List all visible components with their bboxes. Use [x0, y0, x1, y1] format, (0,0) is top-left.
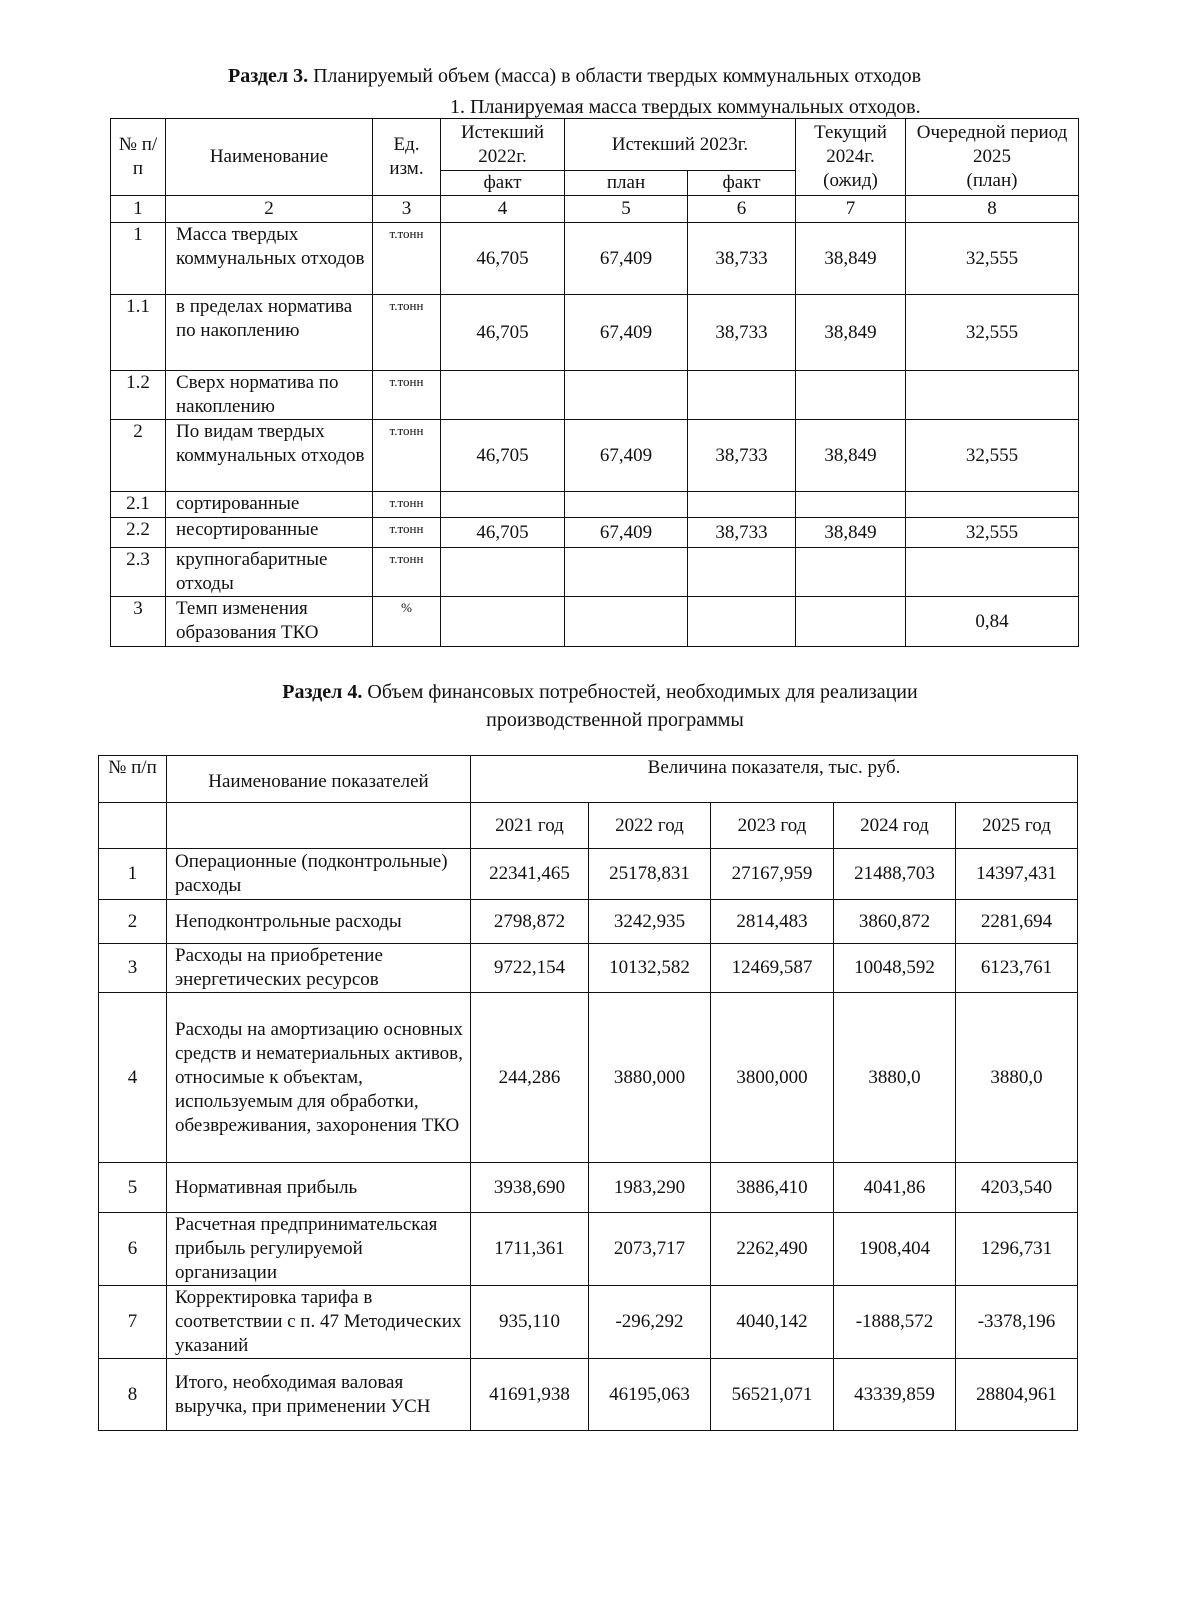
- row-indicator-name: Операционные (подконтрольные) расходы: [167, 849, 471, 900]
- value-2023-plan: 67,409: [565, 295, 688, 371]
- value-2023-plan: [565, 597, 688, 647]
- row-value: 3860,872: [834, 900, 956, 944]
- row-name: сортированные: [166, 492, 373, 518]
- value-2023-fact: 38,733: [688, 223, 796, 295]
- row-number: 2: [111, 420, 166, 492]
- header-current-2024: [796, 119, 906, 196]
- row-value: 56521,071: [711, 1359, 834, 1431]
- table1-subtitle: 1. Планируемая масса твердых коммунальных отходов.: [450, 96, 921, 118]
- years-header-row: [99, 803, 1078, 849]
- row-indicator-name: Нормативная прибыль: [167, 1163, 471, 1213]
- value-2023-fact: 38,733: [688, 518, 796, 548]
- value-2022-fact: [441, 597, 565, 647]
- value-2022-fact: [441, 548, 565, 597]
- value-2023-fact: 38,733: [688, 420, 796, 492]
- table-row: [111, 295, 1079, 371]
- table-row: [111, 548, 1079, 597]
- value-2025-plan: 32,555: [906, 518, 1079, 548]
- value-2022-fact: 46,705: [441, 223, 565, 295]
- value-2024-expected: 38,849: [796, 223, 906, 295]
- header-past-2022: Истекший 2022г.: [441, 119, 565, 171]
- year-header: 2021 год: [471, 803, 589, 849]
- column-numbers-row: [111, 196, 1079, 223]
- col-number: 2: [166, 196, 373, 223]
- value-2023-fact: [688, 371, 796, 420]
- col-number: 8: [906, 196, 1079, 223]
- value-2023-plan: 67,409: [565, 518, 688, 548]
- value-2025-plan: [906, 548, 1079, 597]
- table-row: [99, 1213, 1078, 1286]
- row-indicator-name: Корректировка тарифа в соответствии с п. 47 Методических указаний: [167, 1286, 471, 1359]
- row-number: 1: [99, 849, 167, 900]
- row-unit: %: [373, 597, 441, 647]
- value-2024-expected: [796, 597, 906, 647]
- row-value: 4203,540: [956, 1163, 1078, 1213]
- col-number: 6: [688, 196, 796, 223]
- row-name: Масса твердых коммунальных отходов: [166, 223, 373, 295]
- row-unit: т.тонн: [373, 548, 441, 597]
- row-name: Темп изменения образования ТКО: [166, 597, 373, 647]
- col-number: 5: [565, 196, 688, 223]
- row-value: 2281,694: [956, 900, 1078, 944]
- table-row: [99, 900, 1078, 944]
- row-number: 2.2: [111, 518, 166, 548]
- header-current-2024-expected: (ожид): [823, 170, 878, 191]
- row-value: 28804,961: [956, 1359, 1078, 1431]
- section4-title-line2: производственной программы: [486, 709, 744, 731]
- waste-mass-table: [110, 118, 1079, 647]
- table-row: [99, 993, 1078, 1163]
- header-plan-2023: план: [565, 171, 688, 196]
- row-unit: т.тонн: [373, 295, 441, 371]
- row-unit: т.тонн: [373, 223, 441, 295]
- row-name: Сверх норматива по накоплению: [166, 371, 373, 420]
- header-past-2023: Истекший 2023г.: [565, 119, 796, 171]
- table-row: [99, 944, 1078, 993]
- row-value: 3242,935: [589, 900, 711, 944]
- row-name: несортированные: [166, 518, 373, 548]
- row-value: 43339,859: [834, 1359, 956, 1431]
- value-2023-plan: [565, 492, 688, 518]
- table-row: [99, 1163, 1078, 1213]
- row-value: -3378,196: [956, 1286, 1078, 1359]
- row-value: 4040,142: [711, 1286, 834, 1359]
- row-value: 2073,717: [589, 1213, 711, 1286]
- row-number: 2.3: [111, 548, 166, 597]
- value-2023-plan: 67,409: [565, 420, 688, 492]
- row-value: 3880,0: [834, 993, 956, 1163]
- col-number: 4: [441, 196, 565, 223]
- row-value: 10132,582: [589, 944, 711, 993]
- row-value: 1296,731: [956, 1213, 1078, 1286]
- value-2023-fact: [688, 492, 796, 518]
- row-value: -1888,572: [834, 1286, 956, 1359]
- year-header: 2023 год: [711, 803, 834, 849]
- row-number: 3: [99, 944, 167, 993]
- value-2023-fact: [688, 597, 796, 647]
- value-2023-plan: [565, 548, 688, 597]
- section3-title: [228, 64, 921, 88]
- table-row: [111, 371, 1079, 420]
- row-value: 2814,483: [711, 900, 834, 944]
- header-num: № п/п: [111, 119, 166, 196]
- row-name: По видам твердых коммунальных отходов: [166, 420, 373, 492]
- year-header: 2022 год: [589, 803, 711, 849]
- row-value: 46195,063: [589, 1359, 711, 1431]
- row-number: 4: [99, 993, 167, 1163]
- header-unit: Ед. изм.: [373, 119, 441, 196]
- row-value: 25178,831: [589, 849, 711, 900]
- row-value: 41691,938: [471, 1359, 589, 1431]
- row-number: 8: [99, 1359, 167, 1431]
- row-value: 3938,690: [471, 1163, 589, 1213]
- value-2024-expected: [796, 548, 906, 597]
- row-number: 3: [111, 597, 166, 647]
- header-current-2024-label: Текущий 2024г.: [814, 122, 887, 167]
- year-header: 2025 год: [956, 803, 1078, 849]
- row-value: 1908,404: [834, 1213, 956, 1286]
- row-number: 7: [99, 1286, 167, 1359]
- row-indicator-name: Неподконтрольные расходы: [167, 900, 471, 944]
- value-2022-fact: 46,705: [441, 295, 565, 371]
- value-2022-fact: 46,705: [441, 518, 565, 548]
- section3-prefix: Раздел 3.: [228, 65, 309, 87]
- financial-needs-table: [98, 755, 1078, 1431]
- table-row: [111, 597, 1079, 647]
- row-value: 2798,872: [471, 900, 589, 944]
- year-header: 2024 год: [834, 803, 956, 849]
- row-unit: т.тонн: [373, 518, 441, 548]
- value-2023-plan: 67,409: [565, 223, 688, 295]
- section4-title-line1: Объем финансовых потребностей, необходимых для реализации: [367, 681, 918, 703]
- header-next-2025: [906, 119, 1079, 196]
- row-number: 6: [99, 1213, 167, 1286]
- row-value: 4041,86: [834, 1163, 956, 1213]
- value-2024-expected: 38,849: [796, 518, 906, 548]
- row-value: 1983,290: [589, 1163, 711, 1213]
- row-value: 244,286: [471, 993, 589, 1163]
- row-value: 22341,465: [471, 849, 589, 900]
- row-value: 9722,154: [471, 944, 589, 993]
- row-value: 14397,431: [956, 849, 1078, 900]
- value-2025-plan: [906, 371, 1079, 420]
- header-fact-2022: факт: [441, 171, 565, 196]
- table-row: [111, 492, 1079, 518]
- row-indicator-name: Расходы на амортизацию основных средств и нематериальных активов, относимые к объектам, используемым для обработки, обезвреживания, захоронения ТКО: [167, 993, 471, 1163]
- row-indicator-name: Итого, необходимая валовая выручка, при применении УСН: [167, 1359, 471, 1431]
- section3-title-text: Планируемый объем (масса) в области твердых коммунальных отходов: [313, 65, 922, 87]
- row-number: 2: [99, 900, 167, 944]
- row-number: 1: [111, 223, 166, 295]
- row-indicator-name: Расходы на приобретение энергетических ресурсов: [167, 944, 471, 993]
- table-row: [111, 518, 1079, 548]
- header-name: Наименование: [166, 119, 373, 196]
- table-row: [111, 223, 1079, 295]
- value-2025-plan: 32,555: [906, 295, 1079, 371]
- header-indicator-value: Величина показателя, тыс. руб.: [471, 756, 1078, 803]
- row-value: 3880,000: [589, 993, 711, 1163]
- row-name: в пределах норматива по накоплению: [166, 295, 373, 371]
- table-row: [111, 420, 1079, 492]
- header-indicator-name: Наименование показателей: [167, 756, 471, 803]
- header-next-2025-plan: (план): [966, 170, 1018, 191]
- row-unit: т.тонн: [373, 492, 441, 518]
- value-2025-plan: 0,84: [906, 597, 1079, 647]
- value-2022-fact: [441, 371, 565, 420]
- row-value: 27167,959: [711, 849, 834, 900]
- header-next-2025-label: Очередной период 2025: [916, 122, 1068, 167]
- row-value: 3880,0: [956, 993, 1078, 1163]
- row-value: 12469,587: [711, 944, 834, 993]
- row-value: 935,110: [471, 1286, 589, 1359]
- header-fact-2023: факт: [688, 171, 796, 196]
- row-number: 2.1: [111, 492, 166, 518]
- value-2022-fact: [441, 492, 565, 518]
- value-2024-expected: 38,849: [796, 420, 906, 492]
- row-value: -296,292: [589, 1286, 711, 1359]
- row-name: крупногабаритные отходы: [166, 548, 373, 597]
- value-2023-fact: 38,733: [688, 295, 796, 371]
- col-number: 1: [111, 196, 166, 223]
- empty-cell: [99, 803, 167, 849]
- value-2025-plan: [906, 492, 1079, 518]
- value-2025-plan: 32,555: [906, 223, 1079, 295]
- row-value: 3886,410: [711, 1163, 834, 1213]
- value-2022-fact: 46,705: [441, 420, 565, 492]
- row-value: 10048,592: [834, 944, 956, 993]
- col-number: 3: [373, 196, 441, 223]
- row-unit: т.тонн: [373, 420, 441, 492]
- row-indicator-name: Расчетная предпринимательская прибыль регулируемой организации: [167, 1213, 471, 1286]
- row-value: 6123,761: [956, 944, 1078, 993]
- row-unit: т.тонн: [373, 371, 441, 420]
- row-value: 3800,000: [711, 993, 834, 1163]
- section4-title: [0, 680, 1200, 704]
- row-number: 1.1: [111, 295, 166, 371]
- value-2024-expected: 38,849: [796, 295, 906, 371]
- empty-cell: [167, 803, 471, 849]
- value-2024-expected: [796, 371, 906, 420]
- table-row: [99, 1286, 1078, 1359]
- value-2023-fact: [688, 548, 796, 597]
- value-2024-expected: [796, 492, 906, 518]
- row-value: 21488,703: [834, 849, 956, 900]
- row-number: 5: [99, 1163, 167, 1213]
- row-value: 1711,361: [471, 1213, 589, 1286]
- col-number: 7: [796, 196, 906, 223]
- header-num: № п/п: [99, 756, 167, 803]
- section4-prefix: Раздел 4.: [282, 681, 363, 703]
- row-value: 2262,490: [711, 1213, 834, 1286]
- value-2025-plan: 32,555: [906, 420, 1079, 492]
- value-2023-plan: [565, 371, 688, 420]
- table-row: [99, 1359, 1078, 1431]
- row-number: 1.2: [111, 371, 166, 420]
- table-row: [99, 849, 1078, 900]
